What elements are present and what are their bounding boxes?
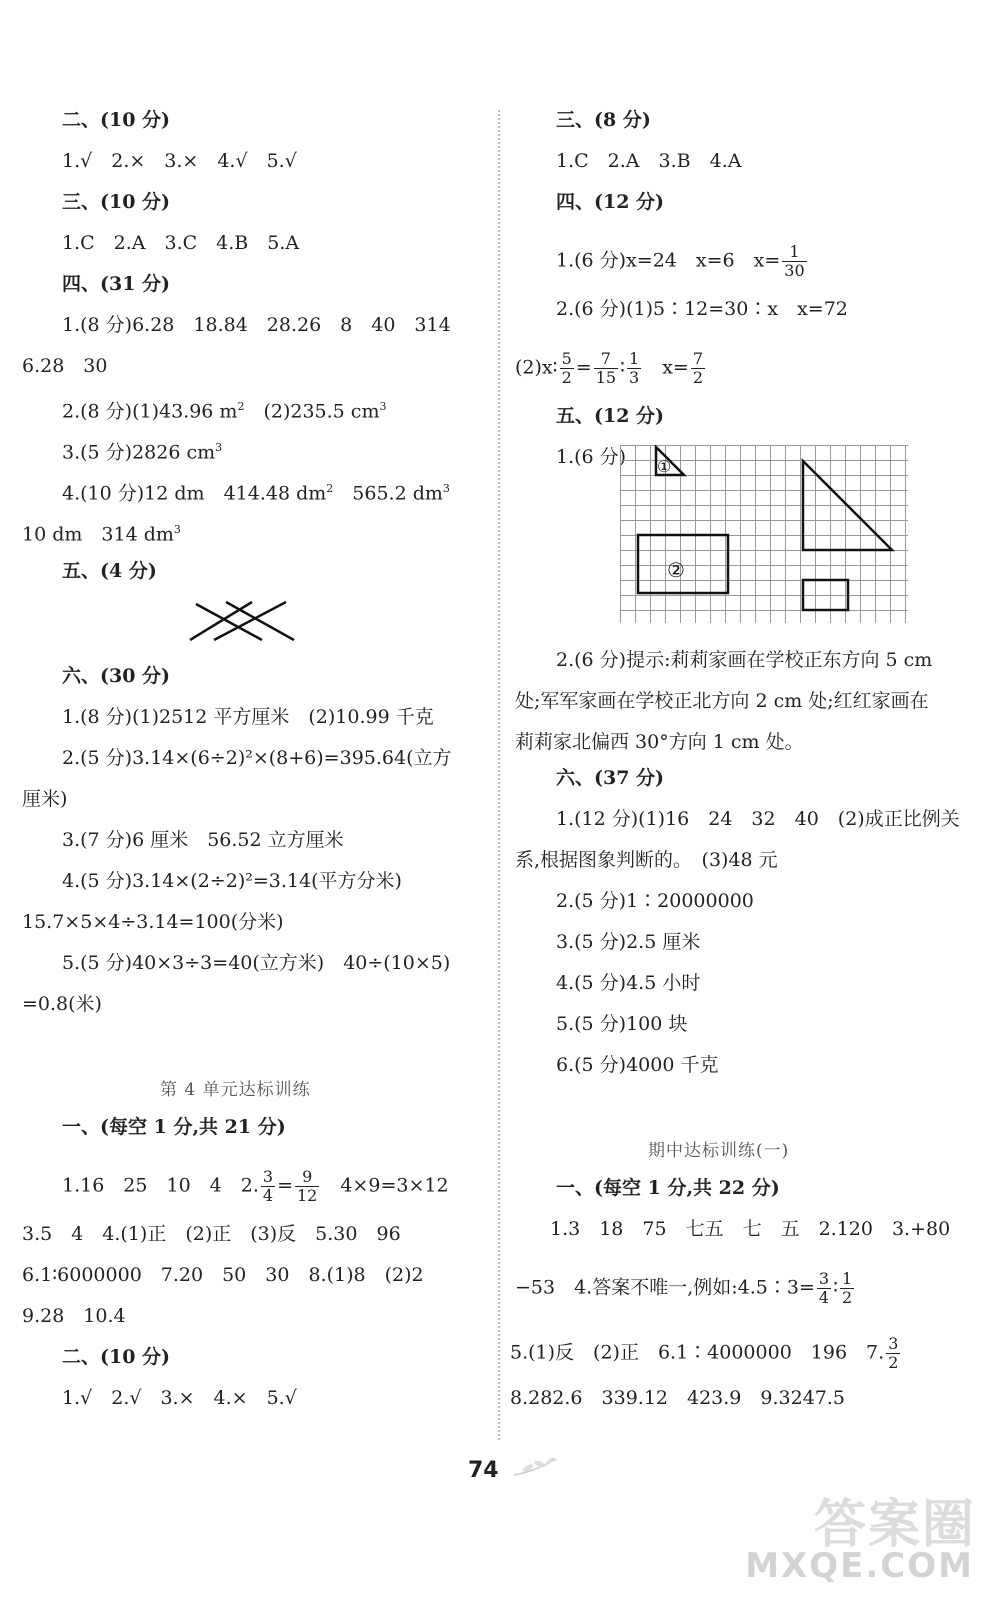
answer-line: 3.(5 分)2.5 厘米	[556, 931, 701, 953]
answer-line: 系,根据图象判断的。 (3)48 元	[515, 849, 778, 871]
answer-line: 1.3 18 75 七五 七 五 2.120 3.+80	[550, 1218, 951, 1240]
answer-line: 15.7×5×4÷3.14=100(分米)	[22, 911, 284, 933]
grid-drawing	[620, 445, 914, 625]
section-6-heading: 六、(30 分)	[62, 665, 171, 687]
section-5-heading: 五、(4 分)	[62, 560, 157, 582]
section-2-heading: 二、(10 分)	[62, 109, 171, 131]
section-4-heading: 四、(12 分)	[556, 191, 665, 213]
answer-line: 1.(8 分)6.28 18.84 28.26 8 40 314	[62, 314, 451, 336]
fraction: $\frac{1}{30}$	[784, 242, 805, 280]
answer-line: 8.282.6 339.12 423.9 9.3247.5	[510, 1387, 846, 1409]
answer-line: 3.5 4 4.(1)正 (2)正 (3)反 5.30 96	[22, 1223, 401, 1245]
watermark-text: 答案圈	[813, 1495, 976, 1555]
answer-line: 3.(7 分)6 厘米 56.52 立方厘米	[62, 829, 344, 851]
shape-label-2: ②	[667, 558, 685, 582]
section-6-heading: 六、(37 分)	[556, 767, 665, 789]
answer-line: 莉莉家北偏西 30°方向 1 cm 处。	[515, 731, 804, 753]
unit4-section-2-heading: 二、(10 分)	[62, 1346, 171, 1368]
answer-line: 1.(8 分)(1)2512 平方厘米 (2)10.99 千克	[62, 706, 434, 728]
answer-line: 2.(5 分)1∶20000000	[556, 890, 754, 912]
answer-line: 6.1∶6000000 7.20 50 30 8.(1)8 (2)2	[22, 1264, 424, 1286]
watermark-url: MXQE.COM	[745, 1546, 974, 1586]
answer-line: 10 dm 314 $dm^3$	[22, 523, 181, 546]
answer-line: 5.(5 分)40×3÷3=40(立方米) 40÷(10×5)	[62, 952, 451, 974]
crossing-lines-figure	[186, 596, 298, 644]
answer-line: 5.(1)反 (2)正 6.1∶4000000 196 7. $\frac{3}{2}$	[510, 1334, 899, 1372]
fraction: $\frac{3}{4}$	[262, 1167, 274, 1205]
section-3-heading: 三、(10 分)	[62, 191, 171, 213]
answer-line: (2)x∶ $\frac{5}{2}$ = $\frac{7}{15}$ ∶ $\frac{1}{3}$ x= $\frac{7}{2}$	[515, 349, 704, 387]
leaf-ornament-icon	[512, 1455, 560, 1481]
watermark-logo	[745, 1476, 980, 1586]
section-3-heading: 三、(8 分)	[556, 109, 651, 131]
midterm-section-1-heading: 一、(每空 1 分,共 22 分)	[556, 1177, 780, 1199]
fraction: $\frac{3}{4}$	[818, 1269, 830, 1307]
answer-line: 5.(5 分)100 块	[556, 1013, 688, 1035]
fraction: $\frac{3}{2}$	[888, 1334, 899, 1372]
page-number: 74	[468, 1458, 499, 1483]
answer-line: 6.28 30	[22, 355, 108, 377]
section-4-heading: 四、(31 分)	[62, 273, 171, 295]
fraction: $\frac{7}{2}$	[692, 349, 704, 387]
section-5-heading: 五、(12 分)	[556, 405, 665, 427]
answer-line: 1.C 2.A 3.B 4.A	[556, 150, 742, 172]
answer-line: 4.(5 分)3.14×(2÷2)²=3.14(平方分米)	[62, 870, 402, 892]
answer-line: 1.C 2.A 3.C 4.B 5.A	[62, 232, 300, 254]
answer-line: 2.(8 分)(1)43.96 $m^2$ (2)235.5 $cm^3$	[62, 400, 387, 423]
answer-line: 9.28 10.4	[22, 1305, 126, 1327]
shape-label-1: ①	[657, 457, 672, 476]
answer-line: 处;军军家画在学校正北方向 2 cm 处;红红家画在	[515, 690, 929, 712]
answer-line: 3.(5 分)2826 $cm^3$	[62, 441, 223, 464]
answer-line: 4.(5 分)4.5 小时	[556, 972, 701, 994]
answer-line: 1.√ 2.× 3.× 4.√ 5.√	[62, 150, 297, 172]
midterm-title: 期中达标训练(一)	[648, 1141, 790, 1161]
answer-line: =0.8(米)	[22, 993, 102, 1015]
answer-line: 2.(5 分)3.14×(6÷2)²×(8+6)=395.64(立方	[62, 747, 452, 769]
answer-line: 1.(12 分)(1)16 24 32 40 (2)成正比例关	[556, 808, 960, 830]
answer-line: 6.(5 分)4000 千克	[556, 1054, 719, 1076]
fraction: $\frac{1}{3}$	[629, 349, 640, 387]
answer-line: 4.(10 分)12 dm 414.48 $dm^2$ 565.2 $dm^3$	[62, 482, 450, 505]
answer-line: 1.16 25 10 4 2. $\frac{3}{4}$ = $\frac{9}{12}$ 4×9=3×12	[62, 1167, 449, 1205]
answer-line: 1.(6 分)	[556, 446, 627, 468]
unit4-section-1-heading: 一、(每空 1 分,共 21 分)	[62, 1116, 286, 1138]
answer-line: 2.(6 分)(1)5∶12=30∶x x=72	[556, 298, 848, 320]
fraction: $\frac{9}{12}$	[296, 1167, 318, 1205]
fraction: $\frac{7}{15}$	[595, 349, 617, 387]
unit-4-title: 第 4 单元达标训练	[160, 1080, 311, 1100]
fraction: $\frac{5}{2}$	[561, 349, 572, 387]
column-divider	[498, 110, 500, 1440]
answer-line: 2.(6 分)提示:莉莉家画在学校正东方向 5 cm	[556, 649, 933, 671]
fraction: $\frac{1}{2}$	[842, 1269, 853, 1307]
answer-line: −53 4.答案不唯一,例如:4.5∶3= $\frac{3}{4}$ ∶ $\frac{1}{2}$	[515, 1269, 853, 1307]
answer-line: 1.√ 2.√ 3.× 4.× 5.√	[62, 1387, 297, 1409]
answer-line: 厘米)	[22, 788, 68, 810]
answer-line: 1.(6 分)x=24 x=6 x= $\frac{1}{30}$	[556, 242, 805, 280]
